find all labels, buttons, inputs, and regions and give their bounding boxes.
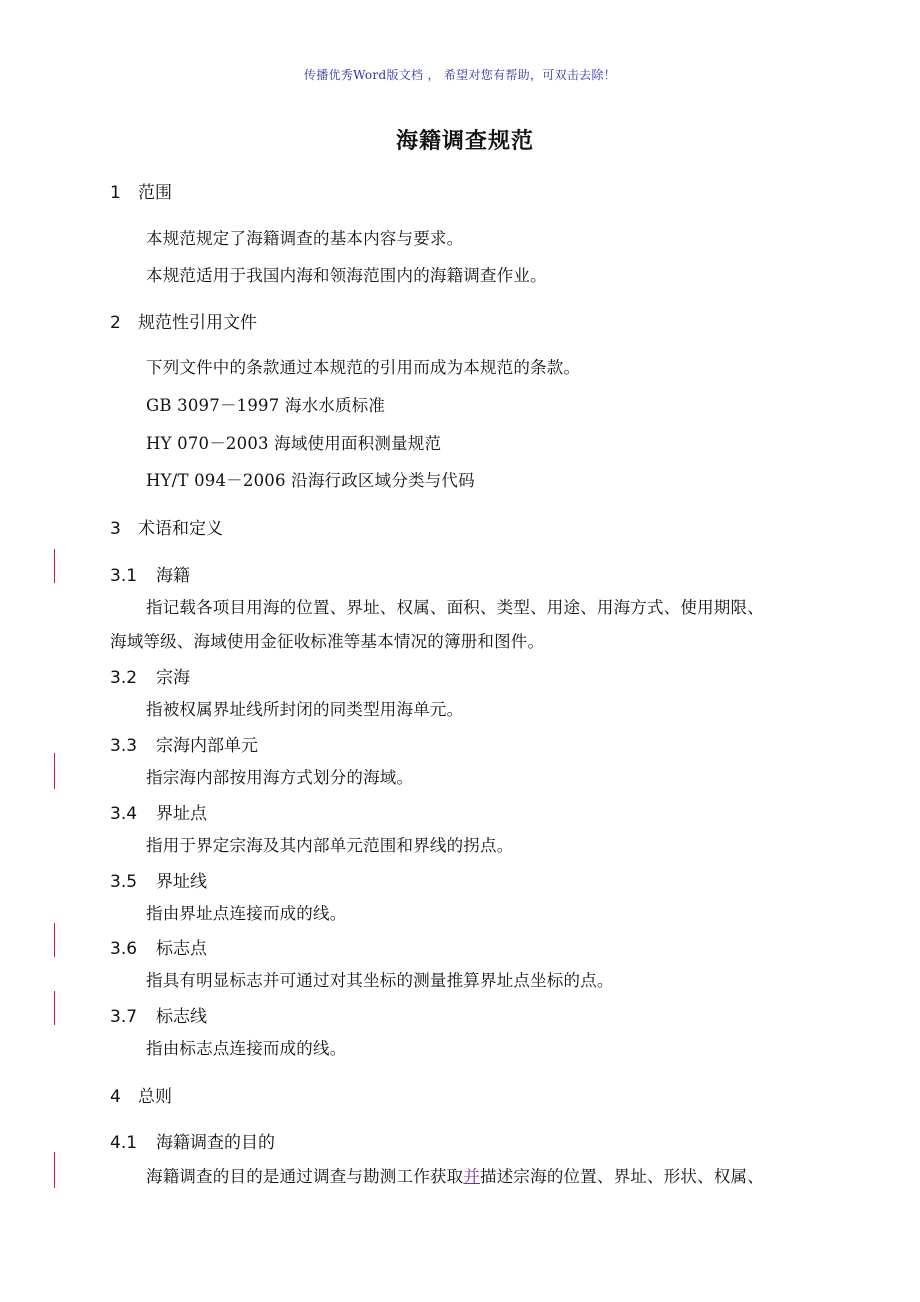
section-number: 4 <box>110 1087 121 1107</box>
highlighted-text: 并 <box>463 1167 481 1186</box>
document-title: 海籍调查规范 <box>395 129 534 154</box>
term-title: 标志点 <box>156 939 207 959</box>
term-definition: 指记载各项目用海的位置、界址、权属、面积、类型、用途、用海方式、使用期限、 <box>146 598 764 617</box>
subsection-heading <box>110 1128 275 1153</box>
paragraph <box>146 1163 764 1187</box>
reference-item: HY/T 094－2006 沿海行政区域分类与代码 <box>146 471 475 490</box>
term-definition: 指被权属界址线所封闭的同类型用海单元。 <box>146 700 464 719</box>
term-number: 3.7 <box>110 1007 138 1027</box>
term-definition: 指用于界定宗海及其内部单元范围和界线的拐点。 <box>146 836 514 855</box>
term-number: 3.3 <box>110 736 138 756</box>
section-3-heading <box>110 514 223 539</box>
term-title: 界址点 <box>156 804 207 824</box>
revision-mark <box>54 753 55 789</box>
term-heading <box>110 1002 207 1027</box>
term-number: 3.4 <box>110 804 138 824</box>
revision-mark <box>54 549 55 583</box>
paragraph: 本规范规定了海籍调查的基本内容与要求。 <box>146 229 464 248</box>
term-number: 3.2 <box>110 668 138 688</box>
revision-mark <box>54 923 55 957</box>
section-2-heading <box>110 308 257 333</box>
reference-item: GB 3097－1997 海水水质标准 <box>146 396 386 415</box>
term-definition-cont: 海域等级、海域使用金征收标准等基本情况的簿册和图件。 <box>110 632 545 651</box>
term-number: 3.1 <box>110 566 138 586</box>
section-number: 3 <box>110 519 121 539</box>
paragraph-text: 海籍调查的目的是通过调查与勘测工作获取 <box>146 1167 464 1186</box>
term-definition: 指宗海内部按用海方式划分的海域。 <box>146 768 414 787</box>
term-heading <box>110 663 190 688</box>
term-title: 宗海 <box>156 668 190 688</box>
term-definition: 指由界址点连接而成的线。 <box>146 904 347 923</box>
term-heading <box>110 731 258 756</box>
subsection-title: 海籍调查的目的 <box>156 1133 275 1153</box>
paragraph: 本规范适用于我国内海和领海范围内的海籍调查作业。 <box>146 266 547 285</box>
term-definition: 指由标志点连接而成的线。 <box>146 1039 347 1058</box>
revision-mark <box>54 991 55 1025</box>
section-title: 总则 <box>138 1087 172 1107</box>
section-number: 1 <box>110 183 121 203</box>
term-number: 3.6 <box>110 939 138 959</box>
header-note: 传播优秀Word版文档 ， 希望对您有帮助，可双击去除！ <box>303 68 617 82</box>
revision-mark <box>54 1152 55 1188</box>
term-title: 海籍 <box>156 566 190 586</box>
term-heading <box>110 561 190 586</box>
term-definition: 指具有明显标志并可通过对其坐标的测量推算界址点坐标的点。 <box>146 971 614 990</box>
term-number: 3.5 <box>110 872 138 892</box>
term-title: 宗海内部单元 <box>156 736 258 756</box>
paragraph: 下列文件中的条款通过本规范的引用而成为本规范的条款。 <box>146 358 581 377</box>
section-number: 2 <box>110 313 121 333</box>
section-1-heading <box>110 178 172 203</box>
reference-item: HY 070－2003 海域使用面积测量规范 <box>146 434 442 453</box>
term-heading <box>110 799 207 824</box>
section-4-heading <box>110 1082 172 1107</box>
paragraph-text: 描述宗海的位置、界址、形状、权属、 <box>480 1167 764 1186</box>
term-title: 界址线 <box>156 872 207 892</box>
section-title: 范围 <box>138 183 172 203</box>
term-heading <box>110 867 207 892</box>
term-heading <box>110 934 207 959</box>
section-title: 规范性引用文件 <box>138 313 257 333</box>
section-title: 术语和定义 <box>138 519 223 539</box>
subsection-number: 4.1 <box>110 1133 138 1153</box>
term-title: 标志线 <box>156 1007 207 1027</box>
